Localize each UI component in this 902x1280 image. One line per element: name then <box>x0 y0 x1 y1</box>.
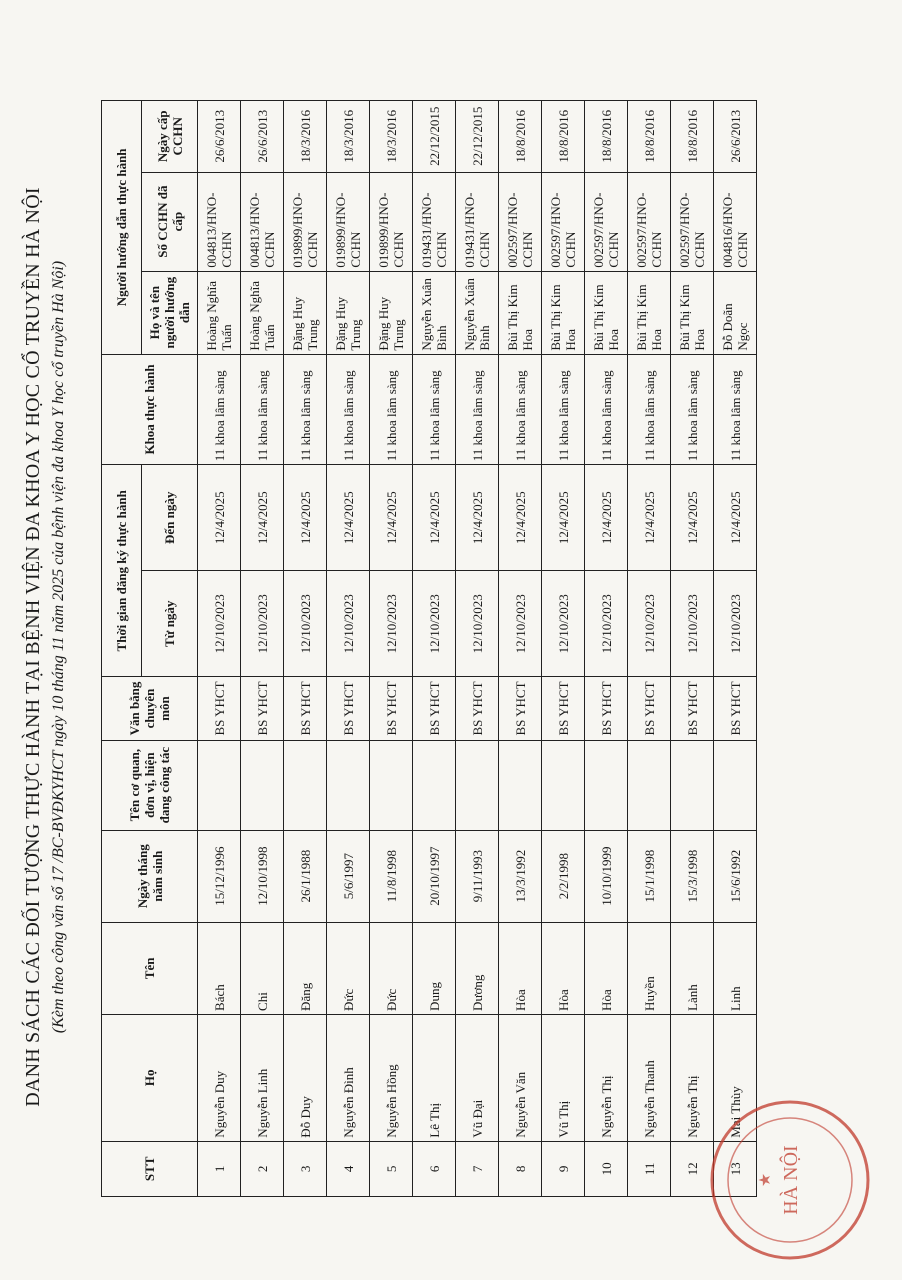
cell-co-quan <box>628 740 671 830</box>
cell-tu-ngay: 12/10/2023 <box>542 571 585 677</box>
cell-ho: Nguyễn Đình <box>327 1014 370 1141</box>
cell-tu-ngay: 12/10/2023 <box>198 571 241 677</box>
cell-van-bang: BS YHCT <box>585 677 628 740</box>
table-row <box>413 101 456 1197</box>
cell-tu-ngay: 12/10/2023 <box>671 571 714 677</box>
cell-van-bang: BS YHCT <box>327 677 370 740</box>
cell-van-bang: BS YHCT <box>456 677 499 740</box>
header-so-cchn: Số CCHN đã cấp <box>142 172 198 271</box>
cell-ho: Nguyễn Linh <box>241 1014 284 1141</box>
cell-khoa: 11 khoa lâm sàng <box>456 354 499 465</box>
cell-ten: Chi <box>241 922 284 1014</box>
cell-van-bang: BS YHCT <box>499 677 542 740</box>
cell-van-bang: BS YHCT <box>370 677 413 740</box>
cell-ten: Bách <box>198 922 241 1014</box>
cell-tu-ngay: 12/10/2023 <box>284 571 327 677</box>
cell-ngay-cap: 22/12/2015 <box>413 101 456 173</box>
cell-ho-ten-hd: Hoàng Nghĩa Tuấn <box>241 271 284 354</box>
cell-ngay-sinh: 15/12/1996 <box>198 830 241 922</box>
cell-ngay-cap: 26/6/2013 <box>198 101 241 173</box>
cell-so-cchn: 002597/HNO-CCHN <box>671 172 714 271</box>
cell-ten: Dương <box>456 922 499 1014</box>
cell-den-ngay: 12/4/2025 <box>370 465 413 571</box>
cell-ngay-sinh: 20/10/1997 <box>413 830 456 922</box>
cell-ho-ten-hd: Bùi Thị Kim Hoa <box>671 271 714 354</box>
cell-van-bang: BS YHCT <box>413 677 456 740</box>
cell-khoa: 11 khoa lâm sàng <box>284 354 327 465</box>
cell-ten: Lành <box>671 922 714 1014</box>
cell-stt: 9 <box>542 1141 585 1196</box>
header-ho-ten-hd: Họ và tên người hướng dẫn <box>142 271 198 354</box>
cell-ngay-sinh: 5/6/1997 <box>327 830 370 922</box>
table-row <box>370 101 413 1197</box>
cell-tu-ngay: 12/10/2023 <box>241 571 284 677</box>
header-khoa: Khoa thực hành <box>102 354 198 465</box>
cell-khoa: 11 khoa lâm sàng <box>628 354 671 465</box>
cell-den-ngay: 12/4/2025 <box>241 465 284 571</box>
table-row <box>284 101 327 1197</box>
cell-den-ngay: 12/4/2025 <box>542 465 585 571</box>
cell-co-quan <box>671 740 714 830</box>
cell-ho-ten-hd: Bùi Thị Kim Hoa <box>542 271 585 354</box>
table-row <box>327 101 370 1197</box>
cell-co-quan <box>542 740 585 830</box>
cell-ngay-sinh: 10/10/1999 <box>585 830 628 922</box>
seal-text: HÀ NỘI <box>780 1145 802 1215</box>
cell-ho: Lê Thị <box>413 1014 456 1141</box>
cell-so-cchn: 019431/HNO-CCHN <box>456 172 499 271</box>
cell-ten: Đức <box>370 922 413 1014</box>
cell-van-bang: BS YHCT <box>671 677 714 740</box>
trainee-table <box>101 100 757 1197</box>
cell-so-cchn: 002597/HNO-CCHN <box>542 172 585 271</box>
cell-ho: Vũ Đại <box>456 1014 499 1141</box>
cell-khoa: 11 khoa lâm sàng <box>198 354 241 465</box>
header-nguoi-huong-dan: Người hướng dẫn thực hành <box>102 101 142 355</box>
cell-ngay-cap: 26/6/2013 <box>714 101 757 173</box>
document-subtitle: (Kèm theo công văn số 17 /BC-BVĐKYHCT ngày 10 tháng 11 năm 2025 của bệnh viện đa khoa Y học cổ truyền Hà Nội) <box>50 260 67 1034</box>
cell-stt: 12 <box>671 1141 714 1196</box>
cell-so-cchn: 019899/HNO-CCHN <box>370 172 413 271</box>
cell-den-ngay: 12/4/2025 <box>714 465 757 571</box>
document-title: DANH SÁCH CÁC ĐỐI TƯỢNG THỰC HÀNH TẠI BỆNH VIỆN ĐA KHOA Y HỌC CỔ TRUYỀN HÀ NỘI <box>22 187 44 1107</box>
cell-ten: Huyền <box>628 922 671 1014</box>
cell-co-quan <box>714 740 757 830</box>
cell-ho: Nguyễn Thanh <box>628 1014 671 1141</box>
cell-so-cchn: 019899/HNO-CCHN <box>284 172 327 271</box>
cell-stt: 5 <box>370 1141 413 1196</box>
table-row <box>456 101 499 1197</box>
cell-ho: Vũ Thị <box>542 1014 585 1141</box>
cell-ngay-sinh: 12/10/1998 <box>241 830 284 922</box>
cell-so-cchn: 004813/HNO-CCHN <box>241 172 284 271</box>
cell-ten: Đức <box>327 922 370 1014</box>
cell-den-ngay: 12/4/2025 <box>585 465 628 571</box>
cell-co-quan <box>456 740 499 830</box>
cell-ten: Hòa <box>585 922 628 1014</box>
cell-tu-ngay: 12/10/2023 <box>456 571 499 677</box>
cell-ho-ten-hd: Đặng Huy Trung <box>370 271 413 354</box>
cell-stt: 7 <box>456 1141 499 1196</box>
cell-ngay-sinh: 11/8/1998 <box>370 830 413 922</box>
cell-stt: 3 <box>284 1141 327 1196</box>
table-row <box>671 101 714 1197</box>
cell-ho: Nguyễn Thị <box>585 1014 628 1141</box>
cell-khoa: 11 khoa lâm sàng <box>413 354 456 465</box>
cell-ho-ten-hd: Bùi Thị Kim Hoa <box>628 271 671 354</box>
cell-so-cchn: 002597/HNO-CCHN <box>628 172 671 271</box>
cell-ngay-cap: 18/8/2016 <box>628 101 671 173</box>
cell-ngay-sinh: 2/2/1998 <box>542 830 585 922</box>
cell-so-cchn: 004813/HNO-CCHN <box>198 172 241 271</box>
table-row <box>499 101 542 1197</box>
table-row <box>542 101 585 1197</box>
cell-co-quan <box>370 740 413 830</box>
cell-ho: Nguyễn Hồng <box>370 1014 413 1141</box>
cell-ho-ten-hd: Đặng Huy Trung <box>284 271 327 354</box>
cell-stt: 8 <box>499 1141 542 1196</box>
cell-ngay-cap: 18/3/2016 <box>327 101 370 173</box>
cell-stt: 6 <box>413 1141 456 1196</box>
cell-ngay-cap: 18/8/2016 <box>671 101 714 173</box>
cell-ngay-sinh: 15/6/1992 <box>714 830 757 922</box>
cell-ngay-cap: 18/8/2016 <box>542 101 585 173</box>
table-row <box>628 101 671 1197</box>
cell-van-bang: BS YHCT <box>542 677 585 740</box>
cell-tu-ngay: 12/10/2023 <box>499 571 542 677</box>
cell-van-bang: BS YHCT <box>241 677 284 740</box>
cell-tu-ngay: 12/10/2023 <box>370 571 413 677</box>
header-co-quan: Tên cơ quan, đơn vị, hiện đang công tác <box>102 740 198 830</box>
cell-den-ngay: 12/4/2025 <box>671 465 714 571</box>
cell-co-quan <box>413 740 456 830</box>
cell-so-cchn: 019899/HNO-CCHN <box>327 172 370 271</box>
header-ho: Họ <box>102 1014 198 1141</box>
cell-den-ngay: 12/4/2025 <box>327 465 370 571</box>
table-row <box>585 101 628 1197</box>
cell-ho: Nguyễn Thị <box>671 1014 714 1141</box>
cell-ten: Linh <box>714 922 757 1014</box>
cell-tu-ngay: 12/10/2023 <box>714 571 757 677</box>
cell-khoa: 11 khoa lâm sàng <box>241 354 284 465</box>
cell-ngay-sinh: 15/3/1998 <box>671 830 714 922</box>
cell-ho-ten-hd: Nguyễn Xuân Bình <box>456 271 499 354</box>
cell-khoa: 11 khoa lâm sàng <box>327 354 370 465</box>
cell-ho-ten-hd: Đặng Huy Trung <box>327 271 370 354</box>
cell-den-ngay: 12/4/2025 <box>198 465 241 571</box>
cell-stt: 2 <box>241 1141 284 1196</box>
cell-so-cchn: 004816/HNO-CCHN <box>714 172 757 271</box>
cell-so-cchn: 002597/HNO-CCHN <box>499 172 542 271</box>
cell-co-quan <box>198 740 241 830</box>
cell-co-quan <box>284 740 327 830</box>
cell-van-bang: BS YHCT <box>284 677 327 740</box>
cell-tu-ngay: 12/10/2023 <box>327 571 370 677</box>
cell-ngay-cap: 26/6/2013 <box>241 101 284 173</box>
cell-co-quan <box>499 740 542 830</box>
cell-co-quan <box>241 740 284 830</box>
header-tu-ngay: Từ ngày <box>142 571 198 677</box>
cell-ngay-cap: 18/3/2016 <box>284 101 327 173</box>
cell-ho-ten-hd: Bùi Thị Kim Hoa <box>499 271 542 354</box>
header-ngay-cap: Ngày cấp CCHN <box>142 101 198 173</box>
cell-ho-ten-hd: Hoàng Nghĩa Tuấn <box>198 271 241 354</box>
table-row <box>198 101 241 1197</box>
header-van-bang: Văn bằng chuyên môn <box>102 677 198 740</box>
cell-ho-ten-hd: Nguyễn Xuân Bình <box>413 271 456 354</box>
cell-ngay-sinh: 9/11/1993 <box>456 830 499 922</box>
cell-tu-ngay: 12/10/2023 <box>413 571 456 677</box>
cell-ngay-cap: 18/8/2016 <box>499 101 542 173</box>
cell-ho: Nguyễn Văn <box>499 1014 542 1141</box>
cell-ho: Đỗ Duy <box>284 1014 327 1141</box>
svg-text:★: ★ <box>757 1172 774 1188</box>
cell-ngay-sinh: 26/1/1988 <box>284 830 327 922</box>
cell-ten: Hòa <box>542 922 585 1014</box>
header-ten: Tên <box>102 922 198 1014</box>
cell-khoa: 11 khoa lâm sàng <box>499 354 542 465</box>
cell-ho-ten-hd: Bùi Thị Kim Hoa <box>585 271 628 354</box>
cell-stt: 1 <box>198 1141 241 1196</box>
cell-ten: Hòa <box>499 922 542 1014</box>
cell-khoa: 11 khoa lâm sàng <box>671 354 714 465</box>
cell-khoa: 11 khoa lâm sàng <box>542 354 585 465</box>
cell-ho-ten-hd: Đỗ Doãn Ngọc <box>714 271 757 354</box>
cell-khoa: 11 khoa lâm sàng <box>714 354 757 465</box>
cell-ngay-cap: 18/3/2016 <box>370 101 413 173</box>
header-ngay-sinh: Ngày tháng năm sinh <box>102 830 198 922</box>
cell-stt: 4 <box>327 1141 370 1196</box>
cell-ngay-cap: 22/12/2015 <box>456 101 499 173</box>
official-seal-icon <box>700 1090 880 1270</box>
cell-stt: 10 <box>585 1141 628 1196</box>
cell-van-bang: BS YHCT <box>198 677 241 740</box>
cell-ho: Mai Thùy <box>714 1014 757 1141</box>
table-row <box>241 101 284 1197</box>
cell-den-ngay: 12/4/2025 <box>499 465 542 571</box>
cell-stt: 13 <box>714 1141 757 1196</box>
cell-ten: Dung <box>413 922 456 1014</box>
cell-van-bang: BS YHCT <box>628 677 671 740</box>
cell-ten: Đăng <box>284 922 327 1014</box>
cell-stt: 11 <box>628 1141 671 1196</box>
cell-co-quan <box>585 740 628 830</box>
cell-ngay-sinh: 13/3/1992 <box>499 830 542 922</box>
cell-tu-ngay: 12/10/2023 <box>628 571 671 677</box>
cell-khoa: 11 khoa lâm sàng <box>585 354 628 465</box>
header-den-ngay: Đến ngày <box>142 465 198 571</box>
cell-den-ngay: 12/4/2025 <box>628 465 671 571</box>
table-row <box>714 101 757 1197</box>
header-stt: STT <box>102 1141 198 1196</box>
cell-den-ngay: 12/4/2025 <box>413 465 456 571</box>
cell-so-cchn: 002597/HNO-CCHN <box>585 172 628 271</box>
cell-ho: Nguyễn Duy <box>198 1014 241 1141</box>
cell-so-cchn: 019431/HNO-CCHN <box>413 172 456 271</box>
header-thoi-gian: Thời gian đăng ký thực hành <box>102 465 142 677</box>
cell-ngay-sinh: 15/1/1998 <box>628 830 671 922</box>
cell-den-ngay: 12/4/2025 <box>284 465 327 571</box>
cell-van-bang: BS YHCT <box>714 677 757 740</box>
cell-ngay-cap: 18/8/2016 <box>585 101 628 173</box>
cell-tu-ngay: 12/10/2023 <box>585 571 628 677</box>
cell-khoa: 11 khoa lâm sàng <box>370 354 413 465</box>
cell-den-ngay: 12/4/2025 <box>456 465 499 571</box>
cell-co-quan <box>327 740 370 830</box>
